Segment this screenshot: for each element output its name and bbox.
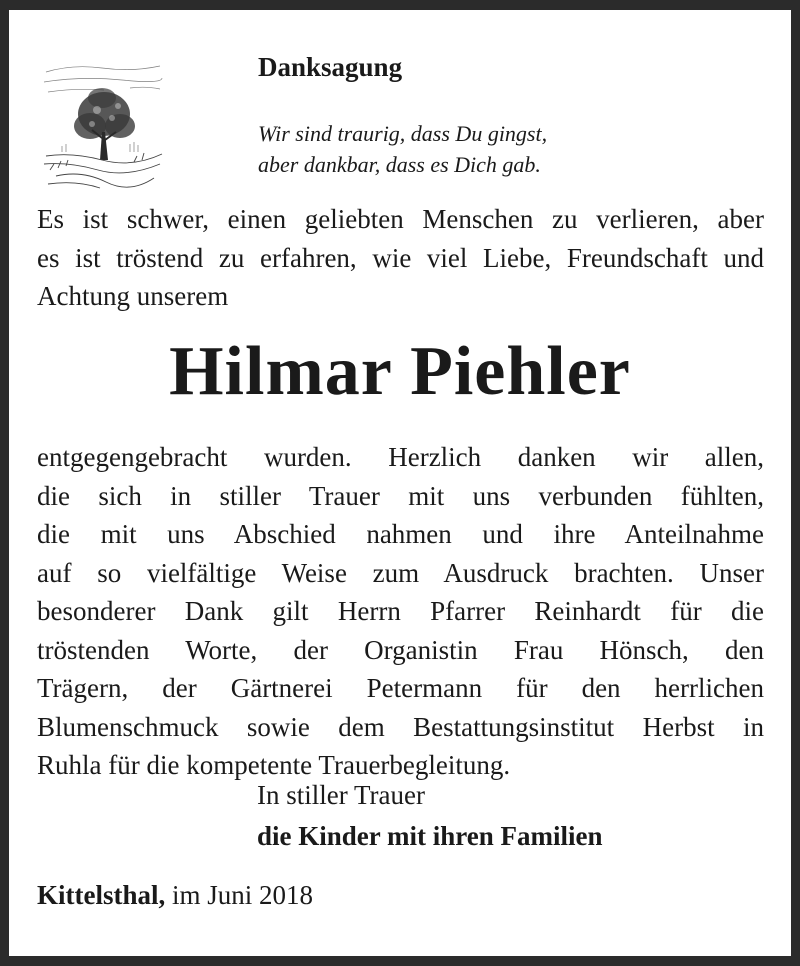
intro-line: Es ist schwer, einen geliebten Menschen zu verlieren, aber (37, 204, 764, 234)
motto-quote (258, 118, 547, 180)
notice-heading: Danksagung (258, 52, 403, 82)
motto-line: aber dankbar, dass es Dich gab. (258, 152, 541, 177)
tree-landscape-icon (42, 52, 164, 192)
intro-paragraph (37, 200, 764, 316)
signature-intro: In stiller Trauer (257, 780, 425, 810)
place-town: Kittelsthal, (37, 880, 166, 910)
deceased-name: Hilmar Piehler (169, 333, 631, 410)
thanks-line: Ruhla für die kompetente Trauerbegleitung. (37, 750, 511, 780)
place-date-text: im Juni 2018 (165, 880, 314, 910)
thanks-line: entgegengebracht wurden. Herzlich danken wir allen, (37, 442, 764, 472)
thanks-paragraph (37, 438, 764, 785)
thanks-line: besonderer Dank gilt Herrn Pfarrer Reinhardt für die (37, 596, 764, 626)
motto-line: Wir sind traurig, dass Du gingst, (258, 121, 548, 146)
intro-line: es ist tröstend zu erfahren, wie viel Liebe, Freundschaft und (37, 242, 764, 273)
thanks-line: die sich in stiller Trauer mit uns verbunden fühlten, (37, 480, 764, 511)
intro-line: Achtung unserem (37, 281, 229, 311)
thanks-line: auf so vielfältige Weise zum Ausdruck brachten. Unser (37, 557, 764, 588)
thanks-line: Blumenschmuck sowie dem Bestattungsinstitut Herbst in (37, 711, 764, 742)
place-date (37, 880, 313, 911)
thanks-line: tröstenden Worte, der Organistin Frau Hönsch, den (37, 634, 764, 665)
signature-family: die Kinder mit ihren Familien (257, 821, 603, 851)
thanks-line: die mit uns Abschied nahmen und ihre Anteilnahme (37, 519, 764, 549)
thanks-line: Trägern, der Gärtnerei Petermann für den herrlichen (37, 673, 764, 703)
